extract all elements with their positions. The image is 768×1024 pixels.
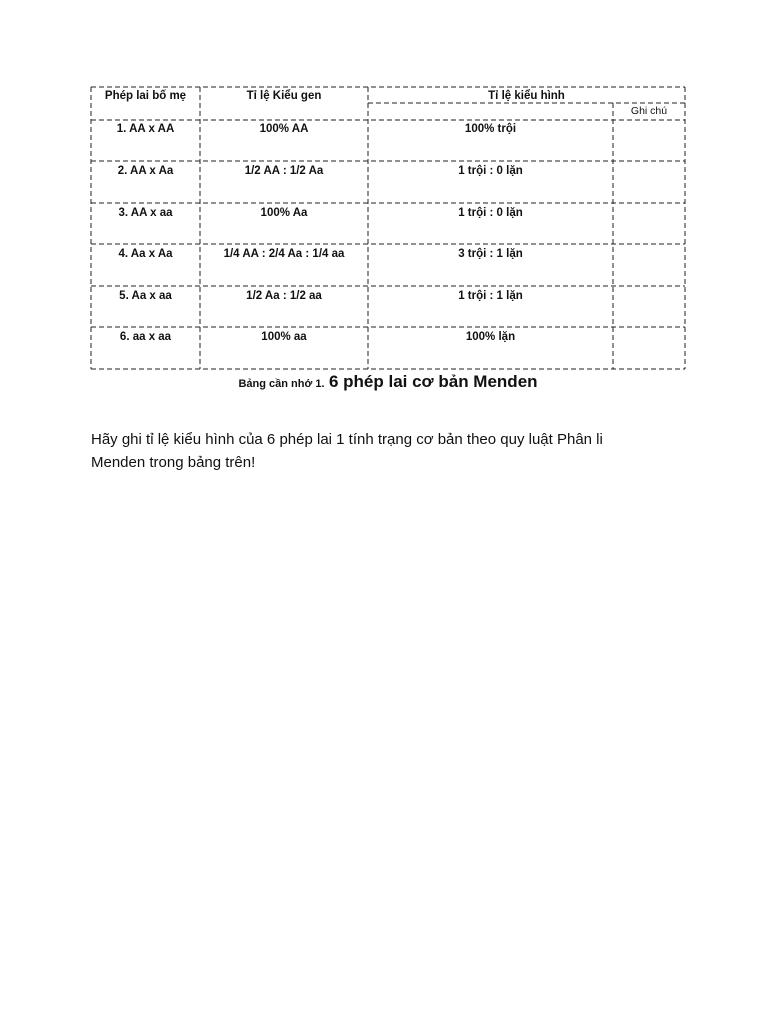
instruction-line-1: Hãy ghi tỉ lệ kiểu hình của 6 phép lai 1 tính trạng cơ bản theo quy luật Phân li bbox=[91, 431, 603, 448]
row-2-cross: 2. AA x Aa bbox=[117, 165, 174, 177]
row-1-phenotype: 100% trội bbox=[464, 123, 517, 135]
header-cross: Phép lai bố mẹ bbox=[104, 90, 187, 102]
row-5-genotype: 1/2 Aa : 1/2 aa bbox=[246, 290, 322, 302]
row-1-cross: 1. AA x AA bbox=[116, 123, 175, 135]
row-5-phenotype: 1 trội : 1 lặn bbox=[458, 290, 523, 302]
caption-title: 6 phép lai cơ bản Menden bbox=[328, 372, 538, 391]
row-1-genotype: 100% AA bbox=[259, 123, 309, 135]
row-4-phenotype: 3 trội : 1 lặn bbox=[458, 248, 523, 260]
header-phenotype: Tỉ lệ kiểu hình bbox=[488, 90, 565, 102]
row-6-genotype: 100% aa bbox=[261, 331, 307, 343]
header-genotype: Tỉ lệ Kiểu gen bbox=[246, 90, 322, 102]
row-3-cross: 3. AA x aa bbox=[118, 207, 173, 219]
table-caption bbox=[91, 372, 685, 392]
row-4-cross: 4. Aa x Aa bbox=[118, 248, 173, 260]
header-note: Ghi chú bbox=[630, 105, 668, 117]
caption-prefix: Bảng cần nhớ 1. bbox=[238, 378, 325, 390]
instruction-text bbox=[91, 428, 691, 474]
row-2-genotype: 1/2 AA : 1/2 Aa bbox=[244, 165, 324, 177]
row-5-cross: 5. Aa x aa bbox=[119, 290, 172, 302]
row-2-phenotype: 1 trội : 0 lặn bbox=[458, 165, 523, 177]
instruction-line-2: Menden trong bảng trên! bbox=[91, 454, 256, 471]
row-4-genotype: 1/4 AA : 2/4 Aa : 1/4 aa bbox=[223, 248, 345, 260]
row-6-cross: 6. aa x aa bbox=[119, 331, 172, 343]
row-6-phenotype: 100% lặn bbox=[465, 331, 516, 343]
row-3-genotype: 100% Aa bbox=[260, 207, 308, 219]
row-3-phenotype: 1 trội : 0 lặn bbox=[458, 207, 523, 219]
